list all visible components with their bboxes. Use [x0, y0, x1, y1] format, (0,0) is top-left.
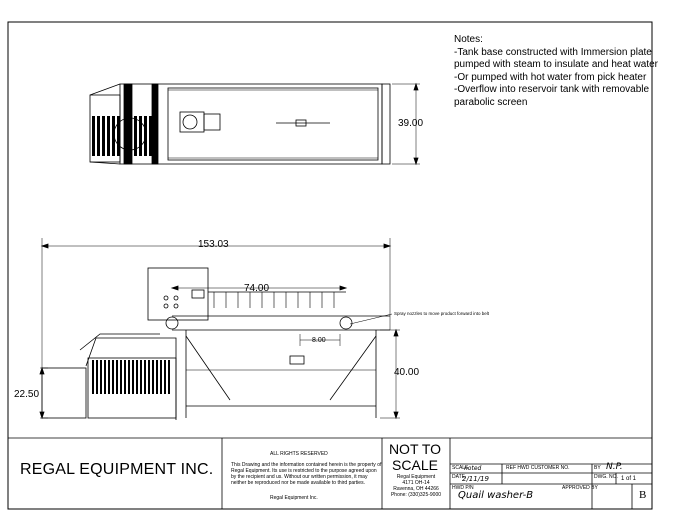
not-to-scale: [385, 441, 445, 473]
by-value: N.P.: [606, 462, 623, 472]
address-line: Regal Equipment: [396, 474, 436, 480]
rights-footer: Regal Equipment Inc.: [270, 495, 318, 501]
dimension-belt-offset: 8.00: [312, 337, 326, 344]
not-to-scale-line1: NOT TO: [388, 441, 442, 457]
notes-block: [454, 34, 674, 109]
note-line: -Tank base constructed with Immersion plate: [454, 46, 652, 58]
date-value: 2/11/19: [462, 475, 489, 483]
hwd-label: HWD P/N: [452, 485, 474, 491]
company-name: REGAL EQUIPMENT INC.: [20, 461, 214, 478]
address-line: Ravenna, OH 44266: [393, 486, 439, 492]
note-line: pumped with steam to insulate and heat water: [454, 59, 659, 70]
dimension-tank-height: 22.50: [14, 389, 40, 400]
elevation-view: [40, 238, 400, 420]
revision-letter: B: [639, 489, 647, 501]
rights-title: ALL RIGHTS RESERVED: [270, 451, 328, 457]
scale-label: SCALE: [452, 465, 469, 471]
note-line: -Or pumped with hot water from pick heater: [454, 71, 647, 83]
plan-view: [90, 84, 420, 164]
ref-label: REF HWD CUSTOMER NO.: [506, 465, 570, 471]
spray-nozzles: [214, 292, 334, 308]
scale-value: noted: [464, 465, 482, 472]
plan-screen: [92, 116, 152, 156]
by-label: BY: [594, 465, 601, 471]
sheet-number: 1 of 1: [621, 476, 637, 482]
dimension-height: 40.00: [394, 367, 420, 378]
dwg-label: DWG. NO.: [594, 474, 618, 480]
address-line: 4171 OH-14: [402, 480, 430, 486]
dimension-width: 39.00: [398, 118, 424, 129]
part-name: Quail washer-B: [458, 490, 534, 501]
address-line: Phone: (330)325-9000: [390, 492, 442, 498]
note-line: parabolic screen: [454, 96, 528, 108]
not-to-scale-line2: SCALE: [392, 457, 438, 473]
notes-heading: Notes:: [454, 34, 483, 45]
note-line: -Overflow into reservoir tank with removable: [454, 84, 650, 95]
company-address: [384, 474, 448, 498]
spray-nozzle-callout: Spray nozzles to move product forward into belt: [394, 311, 490, 316]
approved-label: APPROVED BY: [562, 485, 598, 491]
rights-notice: This Drawing and the information contained herein is the property of Regal Equipment. Its use is restricted to the purpose agreed upon by the recipient and us. Without our written permission, it may neither be reproduced nor be made available to third parties.: [231, 462, 382, 486]
date-label: DATE: [452, 474, 465, 480]
elevation-screen: [92, 360, 170, 394]
dimension-belt-length: 74.00: [244, 283, 270, 294]
dimension-overall-length: 153.03: [198, 239, 229, 250]
